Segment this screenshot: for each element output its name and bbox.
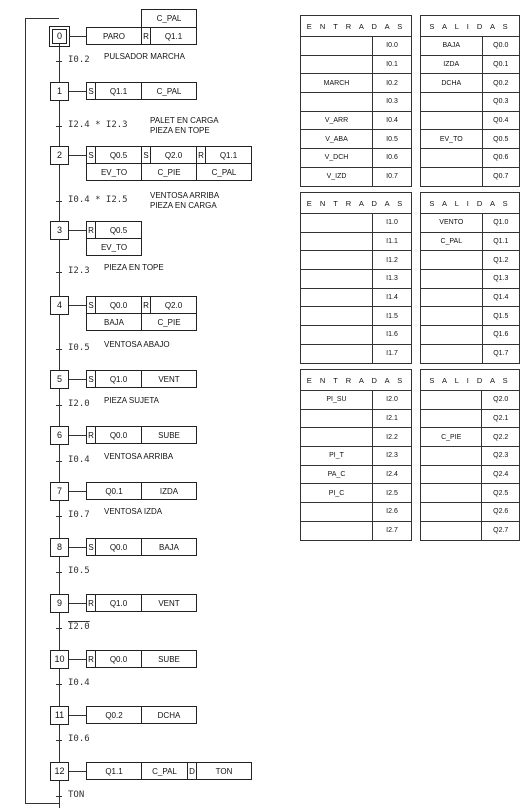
table-row: [421, 307, 520, 326]
signal-address: I2.1: [373, 409, 412, 428]
table-row: [301, 326, 412, 345]
action-cell: [86, 296, 142, 314]
step-box: 5: [50, 370, 69, 389]
table-row: [421, 465, 520, 484]
transition-bar: [56, 628, 62, 629]
signal-address: I0.6: [373, 149, 412, 168]
action-modifier: R: [87, 595, 96, 611]
transition-note: PIEZA EN TOPE: [104, 263, 164, 272]
inputs-table: [300, 15, 412, 187]
action-header-cell: C_PAL: [141, 9, 197, 28]
signal-name: [301, 37, 373, 56]
step-box: 2: [50, 146, 69, 165]
transition-condition: I0.4: [68, 455, 90, 465]
table-row: [301, 130, 412, 149]
table-title: S A L I D A S: [421, 370, 520, 391]
table-row: [421, 288, 520, 307]
action-modifier: R: [87, 651, 96, 667]
table-row: [301, 74, 412, 93]
inputs-table: [300, 192, 412, 364]
transition-bar: [56, 516, 62, 517]
signal-address: Q1.2: [482, 251, 519, 270]
table-row: [301, 344, 412, 363]
table-title: E N T R A D A S: [301, 193, 412, 214]
signal-address: I2.2: [373, 428, 412, 447]
action-cell: [86, 426, 142, 444]
step-connector: [69, 491, 86, 492]
signal-address: I2.6: [373, 503, 412, 522]
table-row: [301, 232, 412, 251]
step-connector: [69, 771, 86, 772]
signal-name: PA_C: [301, 465, 373, 484]
action-sub-cell: BAJA: [86, 313, 142, 331]
table-row: [301, 167, 412, 186]
signal-address: Q0.2: [482, 74, 519, 93]
table-row: [421, 251, 520, 270]
signal-address: Q2.3: [482, 447, 520, 466]
transition-bar: [56, 126, 62, 127]
table-row: [301, 409, 412, 428]
signal-address: Q0.4: [482, 111, 519, 130]
transition-note: VENTOSA ABAJO: [104, 340, 170, 349]
step-connector: [69, 659, 86, 660]
signal-name: [421, 503, 482, 522]
action-modifier: R: [197, 147, 206, 163]
signal-address: I0.7: [373, 167, 412, 186]
signal-address: Q0.6: [482, 149, 519, 168]
action-cell: Q1.1: [86, 762, 142, 780]
signal-address: I0.4: [373, 111, 412, 130]
signal-name: [301, 232, 373, 251]
transition-bar: [56, 796, 62, 797]
transition-condition: I2.4 * I2.3: [68, 120, 128, 130]
table-row: [421, 149, 520, 168]
outputs-table: [420, 369, 520, 541]
signal-name: DCHA: [421, 74, 483, 93]
table-row: [301, 391, 412, 410]
transition-note: VENTOSA IZDA: [104, 507, 163, 516]
action-cell: BAJA: [141, 538, 197, 556]
signal-name: V_ARR: [301, 111, 373, 130]
signal-address: I1.6: [373, 326, 412, 345]
table-row: [421, 93, 520, 112]
signal-address: Q1.6: [482, 326, 519, 345]
signal-name: MARCH: [301, 74, 373, 93]
table-row: [421, 326, 520, 345]
signal-name: [301, 214, 373, 233]
signal-address: Q1.5: [482, 307, 519, 326]
signal-address: I0.5: [373, 130, 412, 149]
signal-address: Q1.1: [482, 232, 519, 251]
signal-address: I1.7: [373, 344, 412, 363]
table-row: [301, 251, 412, 270]
step-box: 7: [50, 482, 69, 501]
action-sub-cell: EV_TO: [86, 238, 142, 256]
signal-name: V_DCH: [301, 149, 373, 168]
transition-note: PIEZA EN CARGA: [150, 201, 217, 210]
action-sub-cell: C_PIE: [141, 313, 197, 331]
action-cell: IZDA: [141, 482, 197, 500]
signal-address: Q0.5: [482, 130, 519, 149]
action-cell: Q0.1: [86, 482, 142, 500]
signal-name: [421, 307, 483, 326]
signal-address: Q2.1: [482, 409, 520, 428]
transition-bar: [56, 61, 62, 62]
transition-bar: [56, 572, 62, 573]
table-row: [301, 288, 412, 307]
signal-name: PI_C: [301, 484, 373, 503]
action-label: Q0.5: [109, 150, 128, 160]
table-row: [301, 428, 412, 447]
signal-name: [421, 111, 483, 130]
step-connector: [69, 305, 86, 306]
action-cell: [141, 296, 197, 314]
table-row: [301, 149, 412, 168]
table-row: [421, 270, 520, 289]
step-box: 3: [50, 221, 69, 240]
action-cell: TON: [196, 762, 252, 780]
transition-note: PULSADOR MARCHA: [104, 52, 185, 61]
transition-bar: [56, 740, 62, 741]
signal-name: V_IZD: [301, 167, 373, 186]
action-label: Q1.1: [109, 86, 128, 96]
signal-address: Q2.4: [482, 465, 520, 484]
action-modifier: R: [87, 222, 96, 238]
transition-condition: I0.4 * I2.5: [68, 195, 128, 205]
action-sub-cell: C_PIE: [141, 163, 197, 181]
transition-condition: I0.6: [68, 734, 90, 744]
action-label: Q1.1: [219, 150, 238, 160]
table-row: [421, 214, 520, 233]
action-modifier: S: [87, 539, 96, 555]
signal-address: I0.2: [373, 74, 412, 93]
action-cell: [141, 27, 197, 45]
signal-address: Q2.2: [482, 428, 520, 447]
action-cell: Q0.2: [86, 706, 142, 724]
signal-name: [421, 521, 482, 540]
table-row: [301, 55, 412, 74]
action-cell: [86, 650, 142, 668]
transition-bar: [56, 201, 62, 202]
signal-address: Q1.4: [482, 288, 519, 307]
table-row: [301, 447, 412, 466]
transition-note: VENTOSA ARRIBA: [150, 191, 220, 200]
signal-name: [301, 409, 373, 428]
table-row: [301, 484, 412, 503]
signal-address: Q2.0: [482, 391, 520, 410]
signal-name: C_PIE: [421, 428, 482, 447]
signal-address: I1.2: [373, 251, 412, 270]
table-row: [301, 503, 412, 522]
table-row: [421, 503, 520, 522]
signal-name: [301, 307, 373, 326]
signal-address: I2.3: [373, 447, 412, 466]
signal-address: I1.5: [373, 307, 412, 326]
step-box: 9: [50, 594, 69, 613]
action-label: Q2.0: [164, 150, 183, 160]
action-label: Q0.0: [109, 300, 128, 310]
signal-address: Q1.7: [482, 344, 519, 363]
transition-condition: I0.4: [68, 678, 90, 688]
transition-condition: I2.0: [68, 622, 90, 632]
transition-bar: [56, 461, 62, 462]
action-modifier: S: [87, 147, 96, 163]
transition-bar: [56, 684, 62, 685]
signal-name: [301, 251, 373, 270]
signal-name: [421, 465, 482, 484]
signal-name: [421, 409, 482, 428]
action-cell: PARO: [86, 27, 142, 45]
table-row: [421, 428, 520, 447]
signal-name: [421, 167, 483, 186]
step-box: 10: [50, 650, 69, 669]
signal-name: [421, 484, 482, 503]
return-line-top: [25, 18, 59, 19]
signal-name: [301, 55, 373, 74]
signal-name: [301, 270, 373, 289]
signal-address: I2.7: [373, 521, 412, 540]
signal-address: I0.0: [373, 37, 412, 56]
action-label: Q0.5: [109, 225, 128, 235]
table-row: [301, 521, 412, 540]
action-label: Q2.0: [164, 300, 183, 310]
table-row: [421, 344, 520, 363]
outputs-table: [420, 15, 520, 187]
action-cell: [86, 594, 142, 612]
table-row: [301, 37, 412, 56]
transition-condition: I2.3: [68, 266, 90, 276]
signal-address: I0.3: [373, 93, 412, 112]
signal-name: C_PAL: [421, 232, 483, 251]
table-row: [421, 37, 520, 56]
transition-condition: I2.0: [68, 399, 90, 409]
table-row: [301, 111, 412, 130]
table-row: [421, 484, 520, 503]
action-modifier: R: [87, 427, 96, 443]
step-connector: [69, 91, 86, 92]
signal-address: I2.0: [373, 391, 412, 410]
action-cell: [141, 146, 197, 164]
signal-name: [421, 391, 482, 410]
transition-note: VENTOSA ARRIBA: [104, 452, 174, 461]
step-connector: [69, 715, 86, 716]
action-label: Q0.0: [109, 430, 128, 440]
action-label: Q1.1: [164, 31, 183, 41]
signal-name: [421, 93, 483, 112]
signal-address: I1.0: [373, 214, 412, 233]
transition-note: PALET EN CARGA: [150, 116, 219, 125]
action-label: C_PAL: [152, 766, 177, 776]
action-cell: [86, 370, 142, 388]
signal-name: EV_TO: [421, 130, 483, 149]
action-label: Q0.0: [109, 542, 128, 552]
signal-name: [421, 447, 482, 466]
table-row: [301, 465, 412, 484]
signal-address: Q2.7: [482, 521, 520, 540]
signal-name: [301, 93, 373, 112]
action-label: Q0.0: [109, 654, 128, 664]
signal-address: I1.4: [373, 288, 412, 307]
signal-address: I1.3: [373, 270, 412, 289]
action-cell: C_PAL: [141, 82, 197, 100]
step-box: 8: [50, 538, 69, 557]
signal-address: Q1.3: [482, 270, 519, 289]
action-label: Q1.0: [109, 598, 128, 608]
table-row: [421, 74, 520, 93]
action-cell: [86, 221, 142, 239]
step-connector: [69, 435, 86, 436]
signal-name: PI_SU: [301, 391, 373, 410]
transition-bar: [56, 272, 62, 273]
step-box: 12: [50, 762, 69, 781]
table-row: [421, 111, 520, 130]
table-row: [421, 521, 520, 540]
action-modifier: S: [142, 147, 151, 163]
step-connector: [69, 230, 86, 231]
signal-name: PI_T: [301, 447, 373, 466]
transition-condition: I0.5: [68, 343, 90, 353]
table-row: [301, 270, 412, 289]
action-cell: VENT: [141, 370, 197, 388]
signal-name: [301, 428, 373, 447]
table-row: [301, 214, 412, 233]
table-row: [421, 232, 520, 251]
action-cell: [86, 146, 142, 164]
step-connector: [69, 155, 86, 156]
step-connector: [69, 547, 86, 548]
action-cell: SUBE: [141, 426, 197, 444]
signal-name: [421, 251, 483, 270]
signal-address: I1.1: [373, 232, 412, 251]
signal-address: Q2.5: [482, 484, 520, 503]
action-cell: [141, 762, 197, 780]
transition-note: PIEZA EN TOPE: [150, 126, 210, 135]
action-modifier: R: [142, 28, 151, 44]
signal-name: IZDA: [421, 55, 483, 74]
step-box: 0: [52, 29, 67, 44]
action-modifier: S: [87, 83, 96, 99]
inputs-table: [300, 369, 412, 541]
action-modifier: S: [87, 371, 96, 387]
transition-condition: I0.2: [68, 55, 90, 65]
outputs-table: [420, 192, 520, 364]
signal-address: I0.1: [373, 55, 412, 74]
signal-address: Q0.3: [482, 93, 519, 112]
step-connector: [69, 36, 86, 37]
signal-name: [301, 326, 373, 345]
action-modifier: R: [142, 297, 151, 313]
signal-name: [301, 503, 373, 522]
signal-address: I2.4: [373, 465, 412, 484]
table-title: E N T R A D A S: [301, 16, 412, 37]
transition-bar: [56, 405, 62, 406]
table-row: [421, 130, 520, 149]
transition-bar: [56, 349, 62, 350]
step-box: 6: [50, 426, 69, 445]
step-box: 4: [50, 296, 69, 315]
table-row: [421, 409, 520, 428]
action-modifier: S: [87, 297, 96, 313]
step-connector: [69, 603, 86, 604]
signal-name: V_ABA: [301, 130, 373, 149]
transition-condition: TON: [68, 790, 85, 800]
signal-address: Q0.0: [482, 37, 519, 56]
action-cell: [86, 82, 142, 100]
action-cell: VENT: [141, 594, 197, 612]
action-cell: [86, 538, 142, 556]
signal-name: VENTO: [421, 214, 483, 233]
table-row: [301, 93, 412, 112]
signal-name: [301, 288, 373, 307]
action-cell: DCHA: [141, 706, 197, 724]
signal-address: Q1.0: [482, 214, 519, 233]
table-row: [421, 55, 520, 74]
return-line-bottom: [25, 803, 59, 804]
signal-address: Q0.7: [482, 167, 519, 186]
signal-name: [421, 326, 483, 345]
signal-name: [421, 288, 483, 307]
table-row: [301, 307, 412, 326]
transition-note: PIEZA SUJETA: [104, 396, 159, 405]
action-cell: [196, 146, 252, 164]
signal-address: Q0.1: [482, 55, 519, 74]
step-box: 1: [50, 82, 69, 101]
table-title: E N T R A D A S: [301, 370, 412, 391]
step-box: 11: [50, 706, 69, 725]
action-sub-cell: EV_TO: [86, 163, 142, 181]
signal-name: [421, 149, 483, 168]
signal-address: Q2.6: [482, 503, 520, 522]
signal-name: BAJA: [421, 37, 483, 56]
signal-address: I2.5: [373, 484, 412, 503]
action-sub-cell: C_PAL: [196, 163, 252, 181]
signal-name: [421, 270, 483, 289]
signal-name: [421, 344, 483, 363]
transition-condition: I0.7: [68, 510, 90, 520]
return-line: [25, 18, 26, 804]
table-title: S A L I D A S: [421, 193, 520, 214]
action-modifier: D: [187, 763, 196, 779]
action-label: Q1.0: [109, 374, 128, 384]
step-connector: [69, 379, 86, 380]
table-row: [421, 167, 520, 186]
table-row: [421, 447, 520, 466]
table-row: [421, 391, 520, 410]
signal-name: [301, 521, 373, 540]
action-cell: SUBE: [141, 650, 197, 668]
transition-condition: I0.5: [68, 566, 90, 576]
table-title: S A L I D A S: [421, 16, 520, 37]
signal-name: [301, 344, 373, 363]
